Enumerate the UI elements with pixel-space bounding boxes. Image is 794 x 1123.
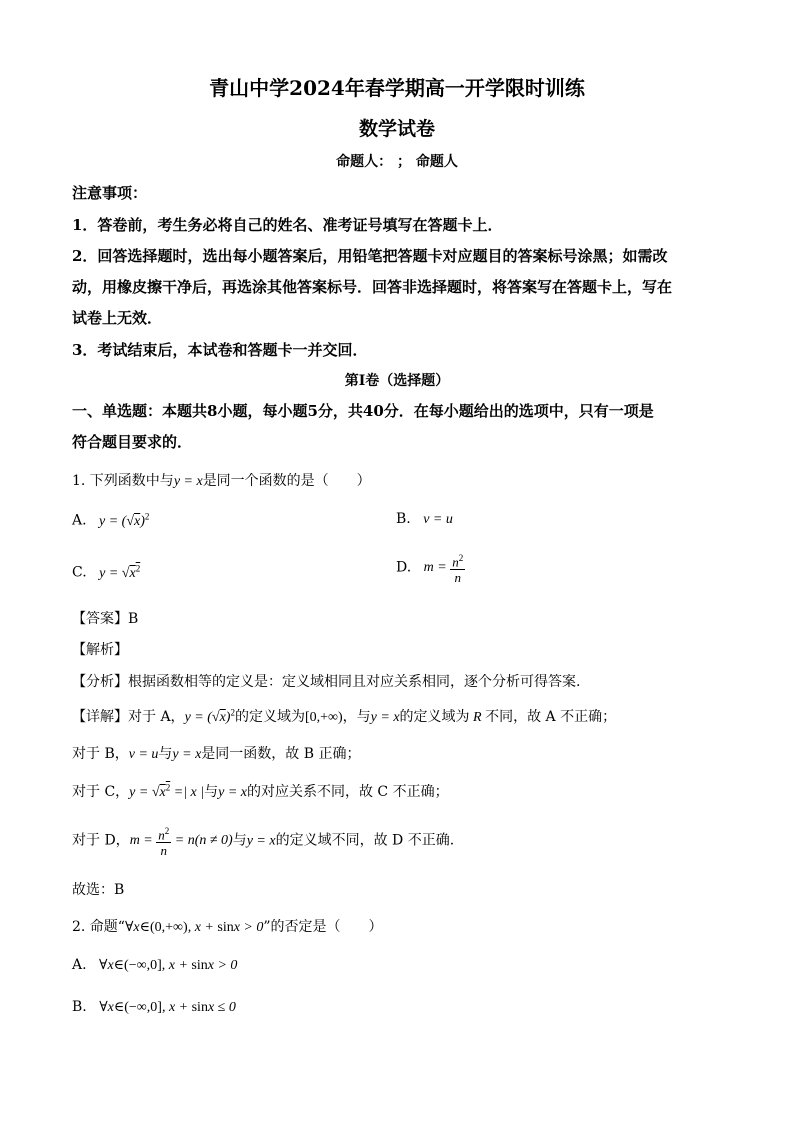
- option-b-label: B.: [396, 511, 411, 527]
- option-d-label: D.: [396, 559, 412, 576]
- option-a-label: A.: [72, 512, 87, 529]
- question-1-analysis-tag: 【解析】: [72, 642, 128, 658]
- exam-title: 青山中学2024年春学期高一开学限时训练: [209, 76, 585, 100]
- option-c-expr: $y = √x^2$: [99, 563, 141, 581]
- question-1-detail-d: 对于 D，m = $\frac{n^2}{n}$ = n(n ≠ 0)与y = x的定义域不同，故 D 不正确.: [72, 826, 455, 859]
- notes-item-1: 1．答卷前，考生务必将自己的姓名、准考证号填写在答题卡上．: [72, 216, 503, 234]
- question-2-option-b: B. ∀x∈(−∞,0], x + sinx ≤ 0: [72, 999, 236, 1015]
- question-1-stem: [72, 470, 371, 490]
- question-1-choice: 故选：B: [72, 882, 125, 898]
- option-c-label: C.: [72, 564, 87, 581]
- question-1-detail-a: 【详解】对于 A，$y = (√x)^2$的定义域为[0,+∞)，与y = x的定义域为 R 不同，故 A 不正确；: [72, 707, 617, 725]
- question-1-detail-c: 对于 C，$y = √x^2$ =| x |与y = x的对应关系不同，故 C 不正确；: [72, 782, 449, 800]
- question-1-suffix: 是同一个函数的是（ ）: [202, 473, 371, 489]
- question-2-option-a: A. ∀x∈(−∞,0], x + sinx > 0: [72, 957, 238, 973]
- question-1-option-a: [72, 511, 149, 530]
- notes-item-2-line-3: 试卷上无效．: [72, 309, 163, 327]
- question-1-detail-b: 对于 B，v = u与y = x是同一函数，故 B 正确；: [72, 746, 361, 762]
- option-a-expr: $y = (√x)^2$: [99, 511, 150, 529]
- question-1-func: y = x: [173, 474, 203, 489]
- part1-heading: 第Ⅰ卷（选择题）: [344, 373, 450, 389]
- question-1-fenxi: 【分析】根据函数相等的定义是：定义域相同且对应关系相同，逐个分析可得答案.: [72, 674, 581, 690]
- question-1-option-c: [72, 563, 140, 582]
- exam-author: 命题人： ； 命题人: [336, 154, 458, 170]
- exam-subtitle: 数学试卷: [358, 118, 435, 140]
- notes-item-2-line-1: 2．回答选择题时，选出每小题答案后，用铅笔把答题卡对应题目的答案标号涂黑；如需改: [72, 247, 668, 265]
- option-d-expr: m = $\frac{n^2}{n}$: [423, 553, 464, 586]
- question-1-prefix: 1. 下列函数中与: [72, 473, 174, 489]
- question-1-option-b: [396, 511, 453, 528]
- question-1-answer: 【答案】B: [72, 611, 139, 627]
- notes-item-3: 3．考试结束后，本试卷和答题卡一并交回．: [72, 341, 368, 359]
- notes-heading: 注意事项：: [72, 184, 148, 202]
- notes-item-2-line-2: 动，用橡皮擦干净后，再选涂其他答案标号．回答非选择题时，将答案写在答题卡上，写在: [72, 278, 673, 296]
- section-heading-line-1: 一、单选题：本题共8小题，每小题5分，共40分．在每小题给出的选项中，只有一项是: [72, 402, 654, 420]
- question-2-stem: 2. 命题“∀x∈(0,+∞), x + sinx > 0”的否定是（ ）: [72, 919, 383, 935]
- option-b-expr: v = u: [423, 512, 453, 527]
- question-1-option-d: [396, 551, 465, 585]
- section-heading-line-2: 符合题目要求的．: [72, 433, 193, 451]
